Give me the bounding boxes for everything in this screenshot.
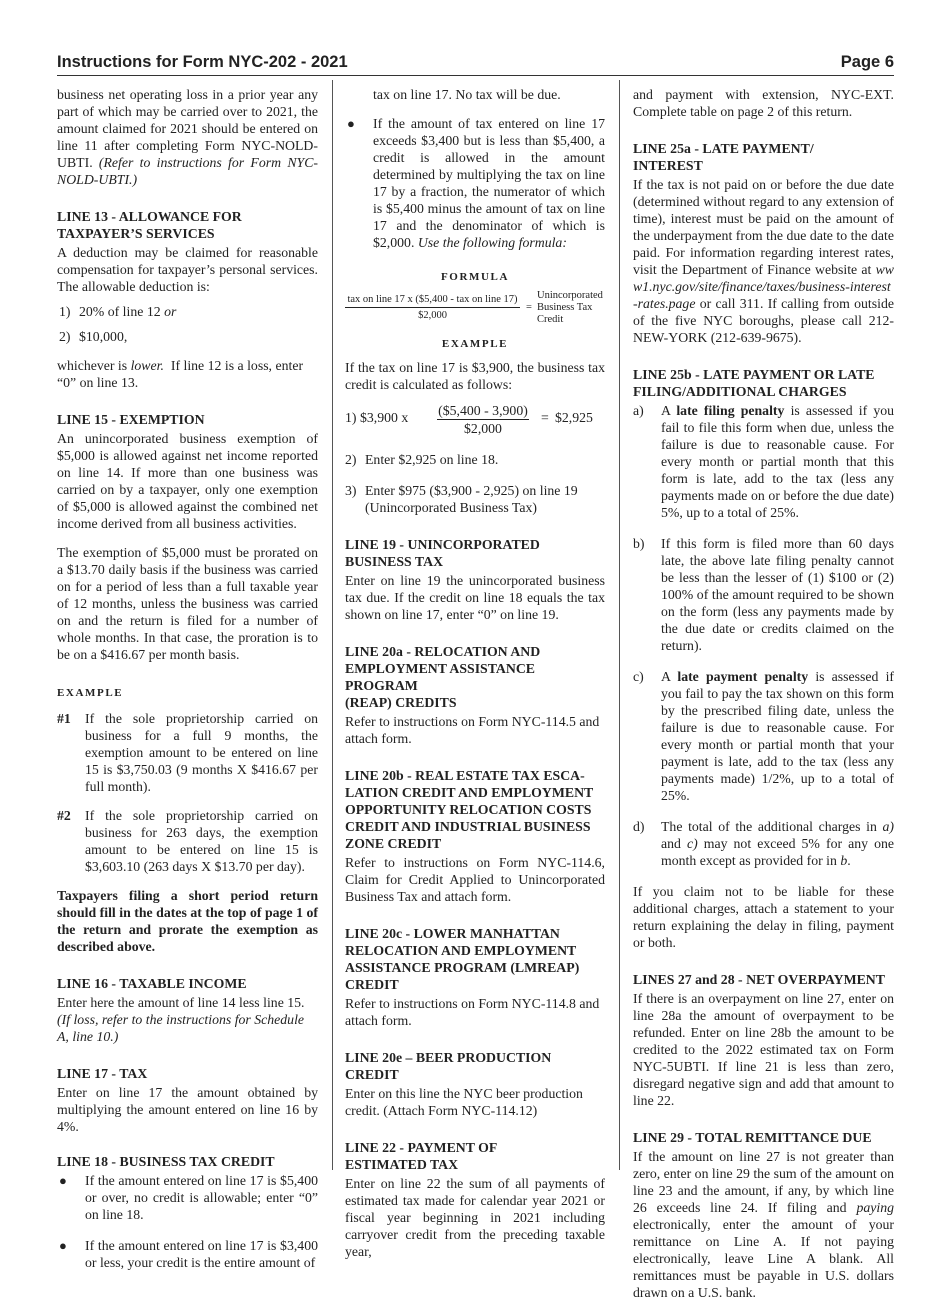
penalty-a: a) A late filing penalty is assessed if you fail to file this form when due, unless the failure is due to reasonable cause. For every month or partial month that this form is late, add to the tax (less any payments made on or before the due date) 5%, up to a total of 25%. [633,403,895,520]
line-22-continued: and payment with extension, NYC-EXT. Complete table on page 2 of this return. [633,87,894,119]
line-20b-heading: LINE 20b - REAL ESTATE TAX ESCA- LATION CREDIT AND EMPLOYMENT OPPORTUNITY RELOCATION COSTS CREDIT AND INDUSTRIAL BUSINESS ZONE CREDIT [345,768,594,851]
line-25a-heading: LINE 25a - LATE PAYMENT/ INTEREST [633,141,814,173]
formula-equals: = [526,302,532,313]
line-29-heading: LINE 29 - TOTAL REMITTANCE DUE [633,1130,872,1145]
penalty-d: d) The total of the additional charges in a) and c) may not exceed 5% for any one month except as provided for in b. [633,819,895,868]
page-header [57,53,894,76]
line-13-text: A deduction may be claimed for reasonable compensation for taxpayer’s personal services. The allowable deduction is: [57,245,318,294]
line-13-item-1: 1) 20% of line 12 or [59,304,177,319]
column-1 [57,86,318,1281]
line-15-heading: LINE 15 - EXEMPTION [57,412,205,427]
formula-denominator: $2,000 [418,310,447,321]
column-2 [345,86,605,1270]
line-19-heading: LINE 19 - UNINCORPORATED BUSINESS TAX [345,537,540,569]
lines-27-28-text: If there is an overpayment on line 27, enter on line 28a the amount of overpayment to be refunded. Enter on line 28b the amount to be credited to the 2022 estimated tax on Form NYC-5UBTI. If line 21 is less than zero, disregard negative sign and add that amount to line 22. [633,991,894,1108]
example-text: If the tax on line 17 is $3,900, the business tax credit is calculated as follows: [345,360,605,392]
bullet-icon: ● [347,116,355,131]
nol-paragraph [57,86,318,188]
line-16-heading: LINE 16 - TAXABLE INCOME [57,976,247,991]
line-20a-heading: LINE 20a - RELOCATION AND EMPLOYMENT ASSISTANCE PROGRAM (REAP) CREDITS [345,644,541,710]
line-25a-text: If the tax is not paid on or before the due date (determined without regard to any extension of time), interest must be paid on the amount of the underpayment from the due date to the date paid. For information regarding interest rates, visit the Department of Finance website at www1.nyc.gov/site/finance/taxes/business-interest-rates.page or call 311. If calling from outside of the five NYC boroughs, please call 212-NEW-YORK (212-639-9675). [633,177,894,345]
line-13-heading: LINE 13 - ALLOWANCE FOR TAXPAYER’S SERVICES [57,209,242,241]
line-15-text-2: The exemption of $5,000 must be prorated on a $13.70 daily basis if the business was carried on for a period of less than a full taxable year of 12 months, unless the business was carried on and the return is filed for a number of whole months. In that case, the proration is to be on a $416.67 per month basis. [57,545,318,662]
calc-result: $2,925 [555,410,593,425]
penalty-b: b) If this form is filed more than 60 days late, the above late filing penalty cannot be less than the lesser of (1) $100 or (2) 100% of the amount required to be shown on the form (less any payments made by the due date or credits claimed on the return). [633,536,894,653]
additional-charges-note: If you claim not to be liable for these additional charges, attach a statement to your return explaining the delay in filing, payment or both. [633,884,894,950]
line-13-whichever: whichever is lower. If line 12 is a loss, enter “0” on line 13. [57,358,304,390]
nol-reference: (Refer to instructions for Form NYC-NOLD-UBTI.) [57,155,318,187]
line-18-bullet-1: ● If the amount entered on line 17 is $5,400 or over, no credit is allowable; enter “0” on line 18. [59,1173,318,1222]
example-calculation: 1) $3,900 x ($5,400 - 3,900) $2,000 = $2,925 [345,403,593,436]
line-20e-heading: LINE 20e – BEER PRODUCTION CREDIT [345,1050,552,1082]
line-20a-text: Refer to instructions on Form NYC-114.5 and attach form. [345,714,600,746]
example-2: #2 If the sole proprietorship carried on business for 263 days, the exemption amount to be entered on line 15 is $3,603.10 (263 days X $13.70 per day). [57,808,318,874]
line-20e-text: Enter on this line the NYC beer production credit. (Attach Form NYC-114.12) [345,1086,583,1118]
line-22-heading: LINE 22 - PAYMENT OF ESTIMATED TAX [345,1140,498,1172]
lines-27-28-heading: LINES 27 and 28 - NET OVERPAYMENT [633,972,885,987]
formula [345,290,605,334]
line-20c-heading: LINE 20c - LOWER MANHATTAN RELOCATION AND EMPLOYMENT ASSISTANCE PROGRAM (LMREAP) CREDIT [345,926,580,992]
line-20b-text: Refer to instructions on Form NYC-114.6, Claim for Credit Applied to Unincorporated Business Tax and attach form. [345,855,605,904]
bullet-2-continued: tax on line 17. No tax will be due. [373,87,561,102]
line-18-bullet-3: ● If the amount of tax entered on line 17 exceeds $3,400 but is less than $5,400, a credit is allowed in the amount determined by multiplying the tax on line 17 by a fraction, the numerator of which is $5,400 minus the amount of tax on line 17 and the denominator of which is $2,000. Use the following formula: [347,116,605,250]
line-18-heading: LINE 18 - BUSINESS TAX CREDIT [57,1154,275,1169]
example-label: EXAMPLE [441,338,509,350]
nol-text: business net operating loss in a prior year any part of which may be carried over to 2021, the amount claimed for 2021 should be entered on line 11 after completing Form NYC-NOLD-UBTI. [57,87,318,170]
page-number: Page 6 [840,53,894,71]
column-divider [619,80,620,1170]
line-17-heading: LINE 17 - TAX [57,1066,148,1081]
line-25b-heading: LINE 25b - LATE PAYMENT OR LATE FILING/ADDITIONAL CHARGES [633,367,875,399]
formula-result: Unincorporated Business Tax Credit [537,290,603,325]
line-16-text: Enter here the amount of line 14 less line 15. (If loss, refer to the instructions for Schedule A, line 10.) [57,995,305,1044]
formula-numerator: tax on line 17 x ($5,400 - tax on line 17) [345,294,520,308]
document-title: Instructions for Form NYC-202 - 2021 [57,53,348,71]
line-17-text: Enter on line 17 the amount obtained by multiplying the amount entered on line 16 by 4%. [57,1085,318,1134]
column-3 [633,86,894,1311]
line-22-text: Enter on line 22 the sum of all payments of estimated tax made for calendar year 2021 or fiscal year beginning in 2021 including carryover credit from the preceding taxable year, [345,1176,605,1259]
line-13-item-2: 2) $10,000, [59,329,128,344]
line-15-text-1: An unincorporated business exemption of $5,000 is allowed against net income reported on line 14. If more than one business was carried on by a taxpayer, only one exemption of $5,000 is allowed against the combined net income derived from all business activities. [57,431,318,531]
line-20c-text: Refer to instructions on Form NYC-114.8 and attach form. [345,996,600,1028]
line-19-text: Enter on line 19 the unincorporated business tax due. If the credit on line 18 equals the tax shown on line 17, enter “0” on line 19. [345,573,605,622]
penalty-c: c) A late payment penalty is assessed if you fail to pay the tax shown on this form by the prescribed filing date, unless the failure is due to reasonable cause. For every month or partial month that your payment is late, add to the tax (less any payments made) 1/2%, up to a total of 25%. [633,669,895,803]
example-label: EXAMPLE [57,687,124,699]
interest-rates-url: www1.nyc.gov/site/finance/taxes/business-interest-rates.page [633,262,894,311]
calc-denominator: $2,000 [464,421,502,436]
example-step-2: 2) Enter $2,925 on line 18. [345,452,499,467]
example-step-3: 3) Enter $975 ($3,900 - 2,925) on line 19 (Unincorporated Business Tax) [345,483,578,515]
short-period-note: Taxpayers filing a short period return should fill in the dates at the top of page 1 of the return and prorate the exemption as described above. [57,888,318,954]
column-divider [332,80,333,1170]
formula-label: FORMULA [440,271,510,283]
bullet-icon: ● [59,1238,67,1253]
line-18-bullet-2: ● If the amount entered on line 17 is $3,400 or less, your credit is the entire amount of [59,1238,318,1270]
calc-numerator: ($5,400 - 3,900) [438,403,528,418]
bullet-icon: ● [59,1173,67,1188]
line-29-text: If the amount on line 27 is not greater than zero, enter on line 29 the sum of the amount on line 23 and the amount, if any, by which line 26 exceeds line 24. If filing and paying electronically, enter the amount of your remittance on Line A. If not paying electronically, leave Line A blank. All remittances must be payable in U.S. dollars drawn on a U.S. bank. [633,1149,895,1300]
example-1: #1 If the sole proprietorship carried on business for a full 9 months, the exemption amount to be entered on line 15 is $3,750.03 (9 months X $416.67 per full month). [57,711,318,794]
